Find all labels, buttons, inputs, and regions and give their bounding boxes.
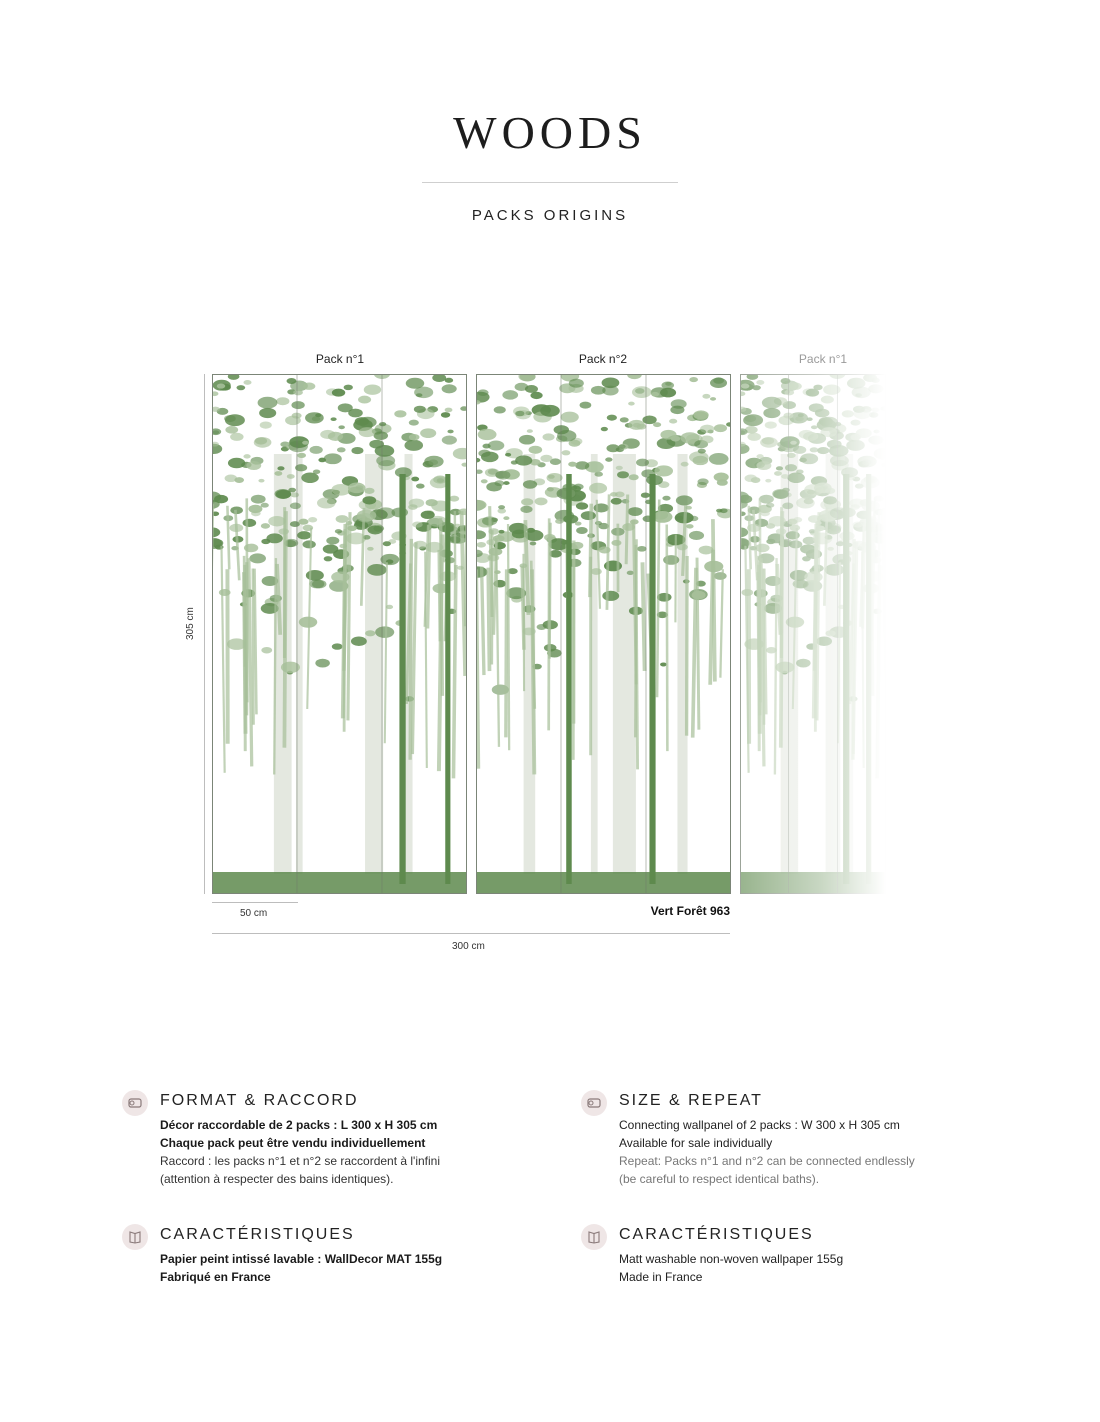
- specs-heading-en: CARACTÉRISTIQUES: [619, 1226, 814, 1243]
- pack-label-3: Pack n°1: [798, 352, 848, 366]
- specs-fr-line-2: Fabriqué en France: [160, 1270, 271, 1284]
- specs-en-line-1: Matt washable non-woven wallpaper 155g: [619, 1252, 844, 1266]
- format-fr-line-4: (attention à respecter des bains identiques).: [160, 1172, 394, 1186]
- book-icon: [581, 1224, 607, 1250]
- title-divider: [422, 182, 678, 183]
- pack-1-repeat-illustration: [740, 374, 886, 894]
- format-fr-line-1: Décor raccordable de 2 packs : L 300 x H 305 cm: [160, 1118, 438, 1132]
- format-en-line-3: Repeat: Packs n°1 and n°2 can be connected endlessly: [619, 1154, 915, 1168]
- wallpaper-roll-icon: [122, 1090, 148, 1116]
- strip-width-label: 50 cm: [240, 908, 268, 919]
- strip-width-dimension-line: [212, 902, 298, 903]
- pack-1-repeat-panel: [740, 374, 886, 894]
- format-en-line-1: Connecting wallpanel of 2 packs : W 300 x H 305 cm: [619, 1118, 900, 1132]
- format-en-line-4: (be careful to respect identical baths).: [619, 1172, 820, 1186]
- wallpaper-roll-icon: [581, 1090, 607, 1116]
- pack-1-illustration: [212, 374, 467, 894]
- height-dimension-line: [204, 374, 205, 894]
- height-dimension-label: 305 cm: [185, 607, 196, 640]
- format-fr-line-3: Raccord : les packs n°1 et n°2 se raccordent à l'infini: [160, 1154, 441, 1168]
- specs-heading-fr: CARACTÉRISTIQUES: [160, 1226, 355, 1243]
- pack-2-illustration: [476, 374, 731, 894]
- pack-label-1: Pack n°1: [315, 352, 365, 366]
- format-heading-fr: FORMAT & RACCORD: [160, 1092, 359, 1109]
- color-name: Vert Forêt 963: [650, 904, 730, 918]
- specs-fr-line-1: Papier peint intissé lavable : WallDecor MAT 155g: [160, 1252, 443, 1266]
- pack-label-2: Pack n°2: [578, 352, 628, 366]
- total-width-dimension-line: [212, 933, 730, 934]
- page-subtitle: PACKS ORIGINS: [471, 207, 629, 224]
- format-heading-en: SIZE & REPEAT: [619, 1092, 763, 1109]
- page-title: WOODS: [453, 107, 647, 158]
- total-width-label: 300 cm: [452, 941, 485, 952]
- format-en-line-2: Available for sale individually: [619, 1136, 773, 1150]
- pack-2-panel: [476, 374, 731, 894]
- format-fr-line-2: Chaque pack peut être vendu individuellement: [160, 1136, 426, 1150]
- book-icon: [122, 1224, 148, 1250]
- specs-en-line-2: Made in France: [619, 1270, 703, 1284]
- pack-1-panel: [212, 374, 467, 894]
